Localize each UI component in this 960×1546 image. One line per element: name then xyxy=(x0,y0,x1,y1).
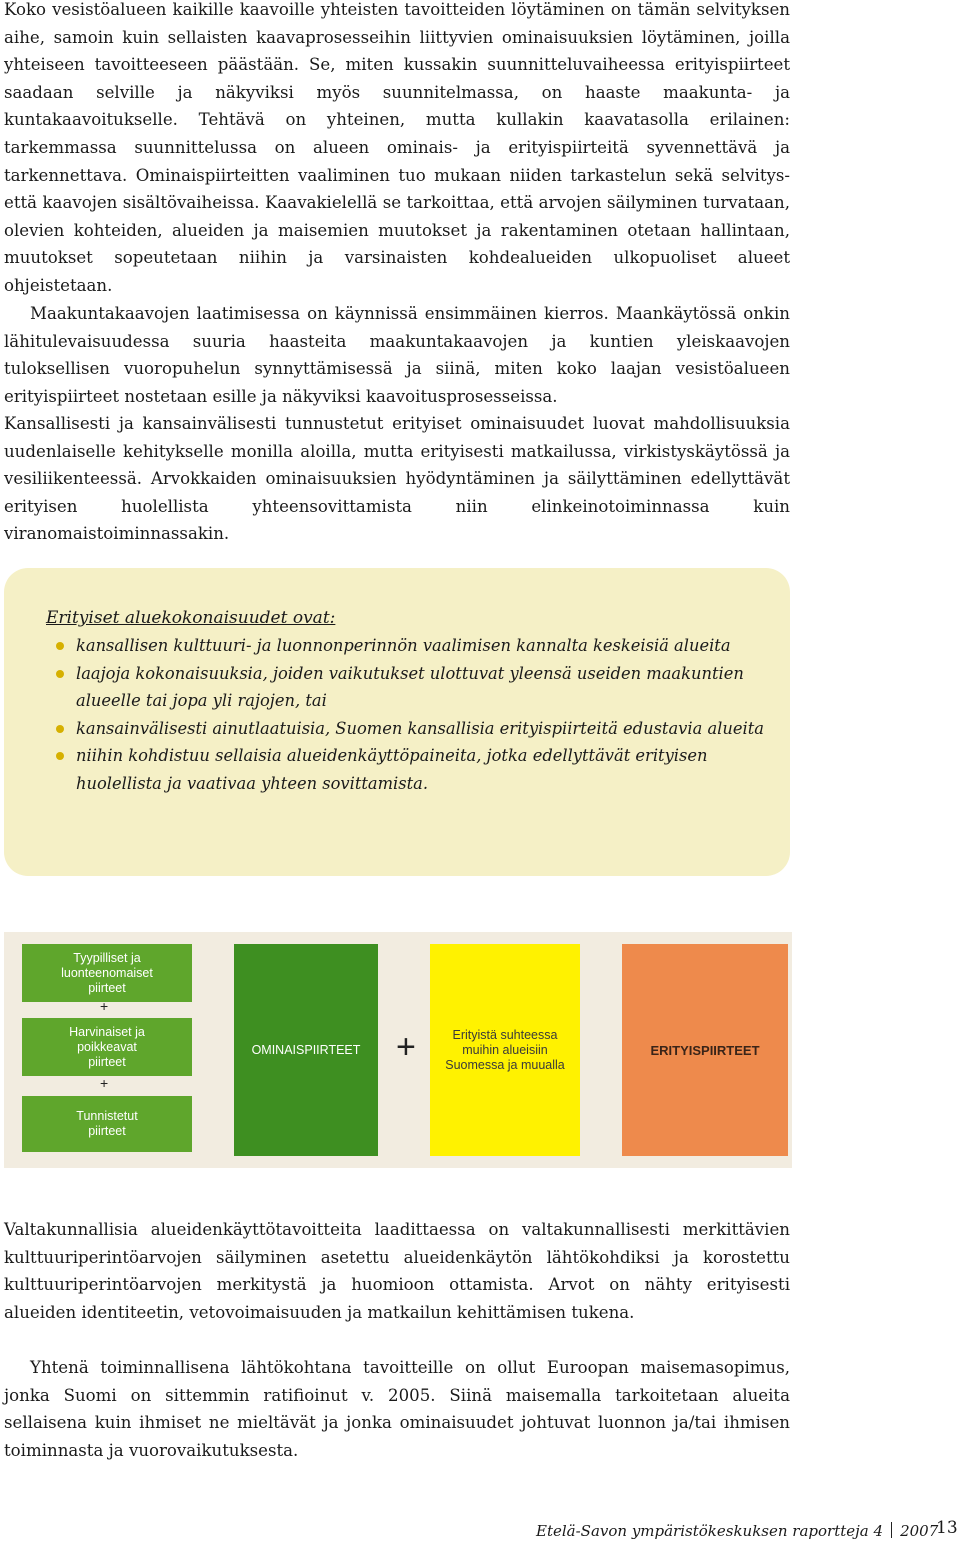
infobox-item-text: niihin kohdistuu sellaisia alueidenkäyttöpaineita, jotka edellyttävät erityisen huolellista ja vaativaa yhteen sovittamista. xyxy=(76,746,708,793)
infobox-list-item xyxy=(52,632,770,660)
bullet-icon xyxy=(56,725,64,733)
footer-year: 2007 xyxy=(900,1522,939,1540)
body-paragraph-3: Kansallisesti ja kansainvälisesti tunnustetut erityiset ominaisuudet luovat mahdollisuuksia uudenlaiselle kehitykselle monilla aloilla, mutta erityisesti matkailussa, virkistyskäytössä ja vesiliikenteessä. Arvokkaiden ominaisuuksien hyödyntäminen ja säilyttäminen edellyttävät erityisen huolellista yhteensovittamista niin elinkeinotoiminnassa kuin viranomaistoiminnassakin. xyxy=(4,414,790,544)
diagram-plus-1: + xyxy=(100,998,109,1014)
page-footer xyxy=(536,1522,938,1540)
bullet-icon xyxy=(56,752,64,760)
diagram-box-typical-features: Tyypilliset ja luonteenomaiset piirteet xyxy=(22,944,192,1002)
body-paragraph-1: Koko vesistöalueen kaikille kaavoille yhteisten tavoitteiden löytäminen on tämän selvityksen aihe, samoin kuin sellaisten kaavaprosesseihin liittyvien ominaisuuksien löytäminen, joilla yhteiseen tavoitteeseen päästään. Se, miten kussakin suunnitteluvaiheessa erityispiirteet saadaan selville ja näkyviksi myös suunnitelmassa, on haaste maakunta- ja kuntakaavoitukselle. Tehtävä on yhteinen, mutta kullakin kaavatasolla erilainen: tarkemmassa suunnittelussa on alueen ominais- ja erityispiirteitä syvennettävä ja tarkennettava. Ominaispiirteitten vaaliminen tuo mukaan niiden tarkastelun sekä selvitys- että kaavojen sisältövaiheissa. Kaavakielellä se tarkoittaa, että arvojen säilyminen turvataan, olevien kohteiden, alueiden ja maisemien muutokset ja rakentaminen otetaan hallintaan, muutokset sopeutetaan niihin ja varsinaisten kohdealueiden ulkopuoliset alueet ohjeistetaan. xyxy=(4,0,790,295)
special-areas-infobox xyxy=(4,568,790,876)
infobox-item-text: laajoja kokonaisuuksia, joiden vaikutukset ulottuvat yleensä useiden maakuntien alueelle tai jopa yli rajojen, tai xyxy=(76,663,744,710)
infobox-item-text: kansallisen kulttuuri- ja luonnonperinnön vaalimisen kannalta keskeisiä alueita xyxy=(76,636,731,655)
body-paragraph-5: Yhtenä toiminnallisena lähtökohtana tavoitteille on ollut Euroopan maisemasopimus, jonka Suomi on sittemmin ratifioinut v. 2005. Siinä maisemalla tarkoitetaan alueita sellaisena kuin ihmiset ne mieltävät ja jonka ominaisuudet johtuvat luonnon ja/tai ihmisen toiminnasta ja vuorovaikutuksesta. xyxy=(4,1358,790,1460)
footer-number: 4 xyxy=(873,1522,884,1540)
body-paragraph-4: Valtakunnallisia alueidenkäyttötavoitteita laadittaessa on valtakunnallisesti merkittävien kulttuuriperintöarvojen säilyminen asetettu alueidenkäytön lähtökohdiksi ja korostettu kulttuuriperintöarvojen merkitystä ja huomioon ottamista. Arvot on nähty erityisesti alueiden identiteetin, vetovoimaisuuden ja matkailun kehittämisen tukena. xyxy=(4,1220,790,1322)
diagram-plus-main: + xyxy=(396,1028,416,1066)
bullet-icon xyxy=(56,670,64,678)
infobox-list-item xyxy=(52,715,770,743)
page-number: 13 xyxy=(936,1518,958,1538)
footer-publication: Etelä-Savon ympäristökeskuksen raportteja xyxy=(536,1522,869,1540)
infobox-list-item xyxy=(52,742,770,797)
infobox-list xyxy=(52,632,770,797)
diagram-box-characteristics: OMINAISPIIRTEET xyxy=(234,944,378,1156)
characteristics-diagram xyxy=(4,932,792,1168)
infobox-title: Erityiset aluekokonaisuudet ovat: xyxy=(46,608,336,628)
diagram-box-relative-uniqueness: Erityistä suhteessa muihin alueisiin Suomessa ja muualla xyxy=(430,944,580,1156)
diagram-plus-2: + xyxy=(100,1075,109,1091)
infobox-item-text: kansainvälisesti ainutlaatuisia, Suomen kansallisia erityispiirteitä edustavia alueita xyxy=(76,718,764,738)
diagram-box-special-features: ERITYISPIIRTEET xyxy=(622,944,788,1156)
infobox-list-item xyxy=(52,660,770,715)
diagram-box-recognized-features: Tunnistetut piirteet xyxy=(22,1096,192,1152)
body-paragraph-2: Maakuntakaavojen laatimisessa on käynnissä ensimmäinen kierros. Maankäytössä onkin lähitulevaisuudessa suuria haasteita maakuntakaavojen ja kuntien yleiskaavojen tuloksellisen vuoropuhelun synnyttämisessä ja siinä, miten koko laajan vesistöalueen erityispiirteet nostetaan esille ja näkyviksi kaavoitusprosesseissa. xyxy=(4,304,790,406)
footer-separator xyxy=(891,1522,892,1538)
bullet-icon xyxy=(56,642,64,650)
diagram-box-rare-features: Harvinaiset ja poikkeavat piirteet xyxy=(22,1018,192,1076)
